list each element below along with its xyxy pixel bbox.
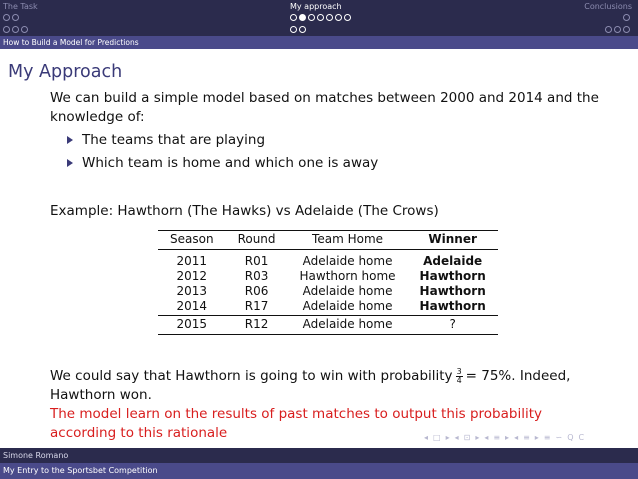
nav-slide-dot[interactable] [299,26,306,33]
nav-section-title[interactable]: Conclusions [584,2,632,11]
nav-symbol-icon[interactable]: □ [433,433,441,442]
section-navigation-bar [0,0,638,36]
probability-fraction [456,368,463,385]
cell-season: 2014 [176,299,208,313]
header-season: Season [170,232,214,246]
nav-slide-dot[interactable] [12,26,19,33]
bullet-text: The teams that are playing [82,132,266,148]
nav-symbol-icon[interactable]: ⊡ [463,433,471,442]
nav-slide-dot[interactable] [12,14,19,21]
example-heading: Example: Hawthorn (The Hawks) vs Adelaide (The Crows) [50,203,439,219]
table-row [158,316,498,335]
table-row [158,284,498,299]
nav-dots-row-1 [3,13,38,23]
nav-symbol-icon[interactable]: ≡ [543,433,551,442]
cell-team-home: Hawthorn home [299,269,396,283]
results-table [158,230,498,335]
nav-symbol-icon[interactable]: ≡ [493,433,501,442]
highlight-text: The model learn on the results of past matches to output this probability according to this rationale [50,406,542,441]
nav-slide-dot[interactable] [317,14,324,21]
nav-symbol-icon[interactable]: ≡ [523,433,530,442]
nav-section-title[interactable]: The Task [3,2,38,11]
frame-title: My Approach [8,62,123,82]
future-match [158,316,498,335]
bullet-triangle-icon [67,159,73,167]
cell-round: R01 [244,254,269,268]
nav-slide-dot[interactable] [21,26,28,33]
bullet-text: Which team is home and which one is away [82,155,379,171]
nav-slide-dot[interactable] [335,14,342,21]
cell-winner: Hawthorn [419,269,486,283]
footer-author: Simone Romano [0,448,638,463]
cell-winner: Hawthorn [419,299,486,313]
nav-section-approach[interactable] [290,2,353,35]
nav-section-title[interactable]: My approach [290,2,342,11]
header-round: Round [237,232,276,246]
nav-slide-dot[interactable] [623,14,630,21]
table-row [158,250,498,270]
subsection-bar: How to Build a Model for Predictions [0,36,638,49]
bullet-item [50,131,610,150]
nav-slide-dot[interactable] [290,26,297,33]
nav-slide-dot[interactable] [290,14,297,21]
footer-talk-title: My Entry to the Sportsbet Competition [0,463,638,479]
cell-team-home: Adelaide home [302,284,393,298]
cell-round: R03 [244,269,269,283]
cell-team-home: Adelaide home [302,254,393,268]
nav-symbol-icon[interactable]: ∽ [555,433,563,442]
nav-dots-row-2 [584,25,632,35]
nav-symbol-icon[interactable]: ◂ [484,433,489,442]
conclusion-result-text: = 75%. Indeed, Hawthorn won. [50,368,571,403]
nav-slide-dot[interactable] [3,14,10,21]
nav-section-conclusions[interactable] [584,2,632,35]
bullet-triangle-icon [67,136,73,144]
nav-section-task[interactable] [3,2,38,35]
header-winner: Winner [428,232,477,246]
nav-dots-row-2 [290,25,353,35]
nav-slide-dot[interactable] [299,14,306,21]
nav-slide-dot[interactable] [344,14,351,21]
cell-season: 2015 [176,317,208,331]
nav-symbol-icon[interactable]: ▸ [475,433,480,442]
cell-winner: ? [449,317,456,331]
nav-slide-dot[interactable] [605,26,612,33]
conclusion-text: We could say that Hawthorn is going to win with probability [50,368,453,384]
bullet-item [50,154,610,173]
nav-symbol-icon[interactable]: Q [567,433,574,442]
intro-text: We can build a simple model based on matches between 2000 and 2014 and the knowledge of: [50,90,599,125]
cell-round: R12 [244,317,269,331]
table-header-row [158,231,498,250]
nav-symbol-icon[interactable]: ▸ [445,433,450,442]
header-team-home: Team Home [312,232,384,246]
past-matches [158,250,498,316]
nav-dots-row-2 [3,25,38,35]
nav-slide-dot[interactable] [614,26,621,33]
table-row [158,299,498,316]
fraction-numerator: 3 [456,366,462,376]
nav-slide-dot[interactable] [3,26,10,33]
cell-season: 2012 [176,269,208,283]
nav-symbol-icon[interactable]: ◂ [424,433,429,442]
beamer-navigation-symbols[interactable] [424,432,634,444]
cell-season: 2011 [176,254,208,268]
table-row [158,269,498,284]
nav-slide-dot[interactable] [308,14,315,21]
nav-symbol-icon[interactable]: ◂ [454,433,459,442]
cell-winner: Adelaide [423,254,483,268]
nav-dots-row-1 [290,13,353,23]
cell-winner: Hawthorn [419,284,486,298]
nav-slide-dot[interactable] [326,14,333,21]
bullet-list [50,131,610,173]
nav-dots-row-1 [584,13,632,23]
nav-symbol-icon[interactable]: ▸ [534,433,539,442]
nav-symbol-icon[interactable]: ▸ [505,433,510,442]
nav-symbol-icon[interactable]: C [578,433,585,442]
cell-team-home: Adelaide home [302,299,393,313]
nav-symbol-icon[interactable]: ◂ [514,433,519,442]
cell-team-home: Adelaide home [302,317,393,331]
cell-round: R06 [244,284,269,298]
fraction-denominator: 4 [456,375,462,385]
cell-round: R17 [244,299,269,313]
intro-block [50,89,610,177]
cell-season: 2013 [176,284,208,298]
nav-slide-dot[interactable] [623,26,630,33]
